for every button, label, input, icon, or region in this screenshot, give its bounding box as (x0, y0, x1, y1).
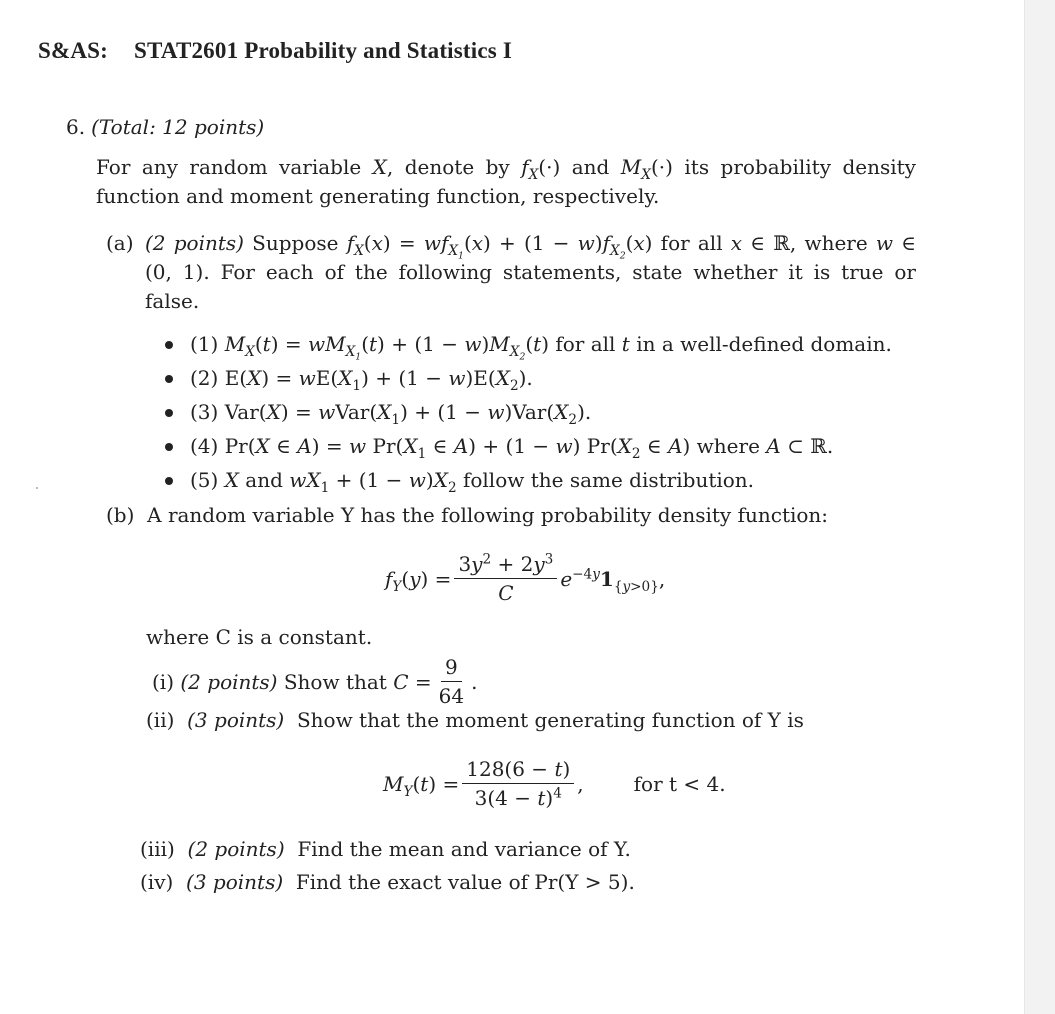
part-a-text-4: . For each of the following statements, state whether it is true or false. (145, 260, 916, 313)
school-label: S&AS: (38, 38, 109, 63)
part-b-text: A random variable Y has the following probability density function: (147, 503, 829, 527)
subpart-iii-label: (iii) (140, 837, 175, 861)
part-b-label: (b) (106, 503, 135, 527)
question-total-points: (Total: 12 points) (91, 115, 265, 139)
subpart-iii-text: Find the mean and variance of Y. (297, 837, 631, 861)
part-a-text-3: , where (789, 231, 868, 255)
subpart-i: (i) (2 points) Show that C = $\frac{9}{64}$ . (152, 655, 478, 708)
statement-list (165, 327, 892, 497)
mgf-condition: for t < 4. (633, 771, 726, 796)
statement-3: (3) $Var(X) = wVar(X_1) + (1 - w)Var(X_2)$. (165, 395, 892, 429)
subpart-ii-points: (3 points) (187, 708, 285, 732)
course-title: STAT2601 Probability and Statistics I (134, 38, 513, 63)
part-a (106, 229, 917, 313)
question-heading (66, 115, 264, 139)
subpart-iii (140, 837, 631, 861)
subpart-iv-points: (3 points) (186, 870, 284, 894)
density-equation: $f_Y(y)$ = $\frac{3y^2 + 2y^3}{C}$ $e^{-4y}1_{\{y>0\}}$, (385, 551, 666, 605)
subpart-iv (140, 870, 635, 894)
part-a-text: (2 points) Suppose $f_X(x) = wf_{X_1}(x) + (1 - w)f_{X_2}(x)$ for all x ∈ ℝ, where w ∈ (0, 1). For each of the following statements, state whether it is true or false. (145, 231, 917, 313)
scrollbar[interactable] (1024, 0, 1055, 1014)
constant-note: where C is a constant. (146, 625, 373, 649)
subpart-iv-text: Find the exact value of Pr(Y > 5). (295, 870, 635, 894)
part-a-text-2: for all (660, 231, 723, 255)
mgf-equation: $M_Y(t)$ = $\frac{128(6 - t)}{3(4 - t)^4}$ , for t < 4. (383, 757, 726, 810)
subpart-iv-label: (iv) (140, 870, 174, 894)
subpart-ii-label: (ii) (146, 708, 175, 732)
statement-4: (4) Pr(X ∈ A) = w $Pr(X_1$ ∈ A) + (1 − w) $Pr(X_2$ ∈ A) where A ⊂ ℝ. (165, 429, 892, 463)
subpart-iii-points: (2 points) (187, 837, 285, 861)
part-b (106, 503, 828, 527)
subpart-ii-text: Show that the moment generating function of Y is (296, 708, 804, 732)
statement-5: (5) X and $wX_1 + (1 - w)X_2$ follow the same distribution. (165, 463, 892, 497)
part-a-text-1: Suppose (252, 231, 339, 255)
part-a-points: (2 points) (145, 231, 244, 255)
part-a-label: (a) (106, 231, 134, 255)
subpart-i-text: Show that (283, 669, 387, 694)
subpart-i-points: (2 points) (180, 669, 278, 694)
statement-1: (1) $M_X(t) = wM_{X_1}(t) + (1 - w)M_{X_2}(t)$ for all t in a well-defined domain. (165, 327, 892, 361)
question-intro: For any random variable X, denote by $f_X(\cdot)$ and $M_X(\cdot)$ its probability density function and moment generating function, respectively. (96, 155, 916, 208)
question-number: 6. (66, 115, 86, 139)
subpart-i-label: (i) (152, 669, 175, 694)
subpart-ii (146, 708, 804, 732)
statement-2: (2) $E(X) = wE(X_1) + (1 - w)E(X_2)$. (165, 361, 892, 395)
page-header (38, 38, 512, 64)
page-speck (36, 487, 38, 489)
